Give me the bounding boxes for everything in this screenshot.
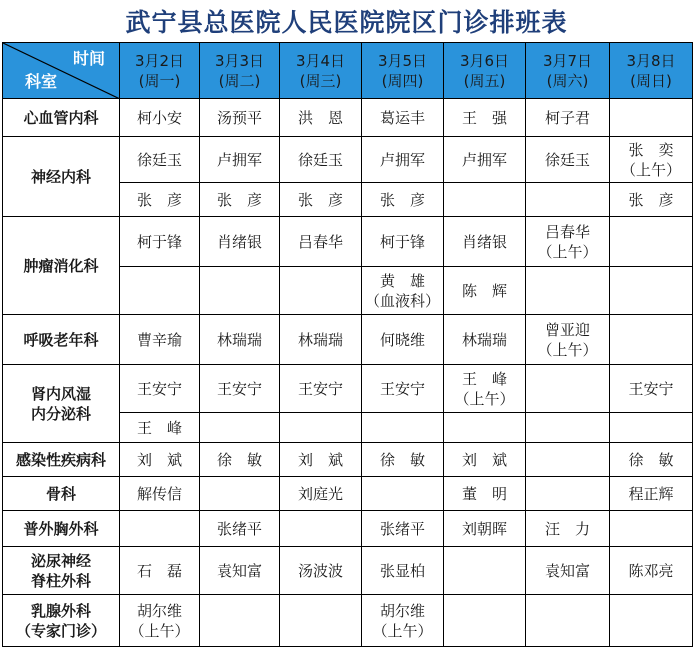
department-name-line: 神经内科 xyxy=(30,167,91,186)
department-name-line: （专家门诊） xyxy=(15,621,106,640)
doctor-cell: 袁知富 xyxy=(200,547,280,595)
doctor-cell: 袁知富 xyxy=(526,547,610,595)
doctor-cell: 汪 力 xyxy=(526,511,610,547)
schedule-row xyxy=(3,99,693,137)
department-name xyxy=(3,365,120,443)
department-name xyxy=(3,99,120,137)
department-name xyxy=(3,217,120,315)
doctor-cell: 王 峰 xyxy=(120,413,200,443)
doctor-cell: 肖绪银 xyxy=(444,217,526,267)
doctor-cell xyxy=(526,267,610,315)
doctor-cell: 何晓维 xyxy=(362,315,444,365)
schedule-row xyxy=(3,547,693,595)
day-date: 3月2日 xyxy=(134,51,185,70)
schedule-row xyxy=(3,365,693,413)
schedule-row xyxy=(3,315,693,365)
department-name-line: 内分泌科 xyxy=(30,404,91,423)
doctor-cell xyxy=(200,267,280,315)
doctor-cell: 陈 辉 xyxy=(444,267,526,315)
day-weekday: (周日) xyxy=(630,71,672,90)
doctor-cell xyxy=(280,267,362,315)
doctor-cell: 柯子君 xyxy=(526,99,610,137)
day-header-0 xyxy=(120,43,200,99)
department-name xyxy=(3,477,120,511)
day-header-2 xyxy=(280,43,362,99)
day-weekday: (周六) xyxy=(546,71,589,90)
doctor-cell: 柯于锋 xyxy=(120,217,200,267)
doctor-cell: 林瑞瑞 xyxy=(444,315,526,365)
schedule-row xyxy=(3,511,693,547)
doctor-cell xyxy=(280,595,362,647)
doctor-cell: 张 彦 xyxy=(610,183,693,217)
doctor-cell: 陈邓亮 xyxy=(610,547,693,595)
doctor-cell: 张绪平 xyxy=(200,511,280,547)
doctor-cell: 洪 恩 xyxy=(280,99,362,137)
day-date: 3月7日 xyxy=(542,51,593,70)
department-name xyxy=(3,595,120,647)
doctor-cell: 刘 斌 xyxy=(280,443,362,477)
doctor-cell: 卢拥军 xyxy=(362,137,444,183)
doctor-cell xyxy=(526,443,610,477)
schedule-row xyxy=(3,137,693,183)
department-name xyxy=(3,511,120,547)
schedule-row xyxy=(3,217,693,267)
doctor-cell xyxy=(444,413,526,443)
doctor-cell xyxy=(610,267,693,315)
doctor-cell: 柯小安 xyxy=(120,99,200,137)
schedule-table xyxy=(2,42,693,647)
doctor-cell: 吕春华 （上午） xyxy=(526,217,610,267)
day-weekday: (周二) xyxy=(218,71,261,90)
day-weekday: (周三) xyxy=(299,71,342,90)
doctor-cell: 葛运丰 xyxy=(362,99,444,137)
schedule-row xyxy=(3,477,693,511)
department-name-line: 普外胸外科 xyxy=(23,519,99,538)
doctor-cell xyxy=(526,365,610,413)
doctor-cell: 徐廷玉 xyxy=(120,137,200,183)
doctor-cell xyxy=(200,477,280,511)
doctor-cell: 王安宁 xyxy=(280,365,362,413)
doctor-cell: 张绪平 xyxy=(362,511,444,547)
doctor-cell: 柯于锋 xyxy=(362,217,444,267)
doctor-cell xyxy=(362,413,444,443)
doctor-cell: 刘朝晖 xyxy=(444,511,526,547)
doctor-cell: 曾亚迎 （上午） xyxy=(526,315,610,365)
day-header-1 xyxy=(200,43,280,99)
doctor-cell: 张 彦 xyxy=(120,183,200,217)
department-name xyxy=(3,315,120,365)
doctor-cell: 王安宁 xyxy=(610,365,693,413)
department-name-line: 骨科 xyxy=(45,484,76,503)
doctor-cell: 徐 敏 xyxy=(200,443,280,477)
corner-time-label: 时间 xyxy=(72,49,105,68)
department-name xyxy=(3,137,120,217)
doctor-cell: 王 强 xyxy=(444,99,526,137)
day-header-6 xyxy=(610,43,693,99)
doctor-cell: 吕春华 xyxy=(280,217,362,267)
department-name-line: 心血管内科 xyxy=(23,108,99,127)
doctor-cell xyxy=(610,217,693,267)
doctor-cell: 曹辛瑜 xyxy=(120,315,200,365)
doctor-cell: 张显柏 xyxy=(362,547,444,595)
schedule-row xyxy=(3,443,693,477)
doctor-cell xyxy=(526,595,610,647)
doctor-cell: 胡尔维 （上午） xyxy=(120,595,200,647)
doctor-cell: 王 峰 （上午） xyxy=(444,365,526,413)
doctor-cell: 林瑞瑞 xyxy=(280,315,362,365)
corner-dept-label: 科室 xyxy=(25,72,58,91)
day-weekday: (周五) xyxy=(463,71,506,90)
doctor-cell: 程正辉 xyxy=(610,477,693,511)
doctor-cell: 王安宁 xyxy=(362,365,444,413)
department-name-line: 呼吸老年科 xyxy=(23,330,99,349)
doctor-cell xyxy=(362,477,444,511)
department-name-line: 感染性疾病科 xyxy=(15,450,106,469)
department-name-line: 泌尿神经 xyxy=(30,551,91,570)
doctor-cell xyxy=(444,595,526,647)
doctor-cell xyxy=(526,183,610,217)
doctor-cell xyxy=(610,315,693,365)
header-row xyxy=(3,43,693,99)
day-date: 3月5日 xyxy=(377,51,428,70)
department-name-line: 脊柱外科 xyxy=(30,571,91,590)
doctor-cell: 王安宁 xyxy=(120,365,200,413)
department-name-line: 乳腺外科 xyxy=(30,601,91,620)
department-name xyxy=(3,443,120,477)
doctor-cell xyxy=(444,183,526,217)
doctor-cell: 徐 敏 xyxy=(610,443,693,477)
doctor-cell xyxy=(610,595,693,647)
doctor-cell: 解传信 xyxy=(120,477,200,511)
doctor-cell: 林瑞瑞 xyxy=(200,315,280,365)
schedule-body xyxy=(3,99,693,647)
doctor-cell xyxy=(200,595,280,647)
doctor-cell xyxy=(200,413,280,443)
page-title: 武宁县总医院人民医院院区门诊排班表 xyxy=(0,0,693,42)
day-weekday: (周四) xyxy=(381,71,424,90)
doctor-cell xyxy=(280,511,362,547)
day-header-4 xyxy=(444,43,526,99)
day-date: 3月8日 xyxy=(626,51,676,70)
doctor-cell xyxy=(120,511,200,547)
department-name xyxy=(3,547,120,595)
doctor-cell: 汤预平 xyxy=(200,99,280,137)
doctor-cell xyxy=(610,413,693,443)
day-date: 3月6日 xyxy=(459,51,510,70)
day-date: 3月3日 xyxy=(214,51,265,70)
doctor-cell xyxy=(280,413,362,443)
doctor-cell: 徐 敏 xyxy=(362,443,444,477)
doctor-cell: 汤波波 xyxy=(280,547,362,595)
doctor-cell: 董 明 xyxy=(444,477,526,511)
schedule-row xyxy=(3,595,693,647)
doctor-cell: 石 磊 xyxy=(120,547,200,595)
doctor-cell xyxy=(610,99,693,137)
day-date: 3月4日 xyxy=(295,51,346,70)
doctor-cell: 徐廷玉 xyxy=(526,137,610,183)
doctor-cell: 张 彦 xyxy=(200,183,280,217)
department-name-line: 肾内风湿 xyxy=(30,384,91,403)
doctor-cell: 卢拥军 xyxy=(200,137,280,183)
corner-header xyxy=(3,43,120,99)
doctor-cell: 张 奕 （上午） xyxy=(610,137,693,183)
doctor-cell: 张 彦 xyxy=(280,183,362,217)
doctor-cell xyxy=(444,547,526,595)
doctor-cell: 王安宁 xyxy=(200,365,280,413)
doctor-cell: 张 彦 xyxy=(362,183,444,217)
doctor-cell xyxy=(526,477,610,511)
doctor-cell xyxy=(610,511,693,547)
doctor-cell: 刘庭光 xyxy=(280,477,362,511)
doctor-cell xyxy=(526,413,610,443)
doctor-cell: 卢拥军 xyxy=(444,137,526,183)
doctor-cell: 徐廷玉 xyxy=(280,137,362,183)
day-header-3 xyxy=(362,43,444,99)
doctor-cell: 刘 斌 xyxy=(444,443,526,477)
doctor-cell: 肖绪银 xyxy=(200,217,280,267)
department-name-line: 肿瘤消化科 xyxy=(23,256,99,275)
doctor-cell xyxy=(120,267,200,315)
day-weekday: (周一) xyxy=(138,71,181,90)
doctor-cell: 胡尔维 （上午） xyxy=(362,595,444,647)
doctor-cell: 黄 雄 （血液科） xyxy=(362,267,444,315)
doctor-cell: 刘 斌 xyxy=(120,443,200,477)
day-header-5 xyxy=(526,43,610,99)
